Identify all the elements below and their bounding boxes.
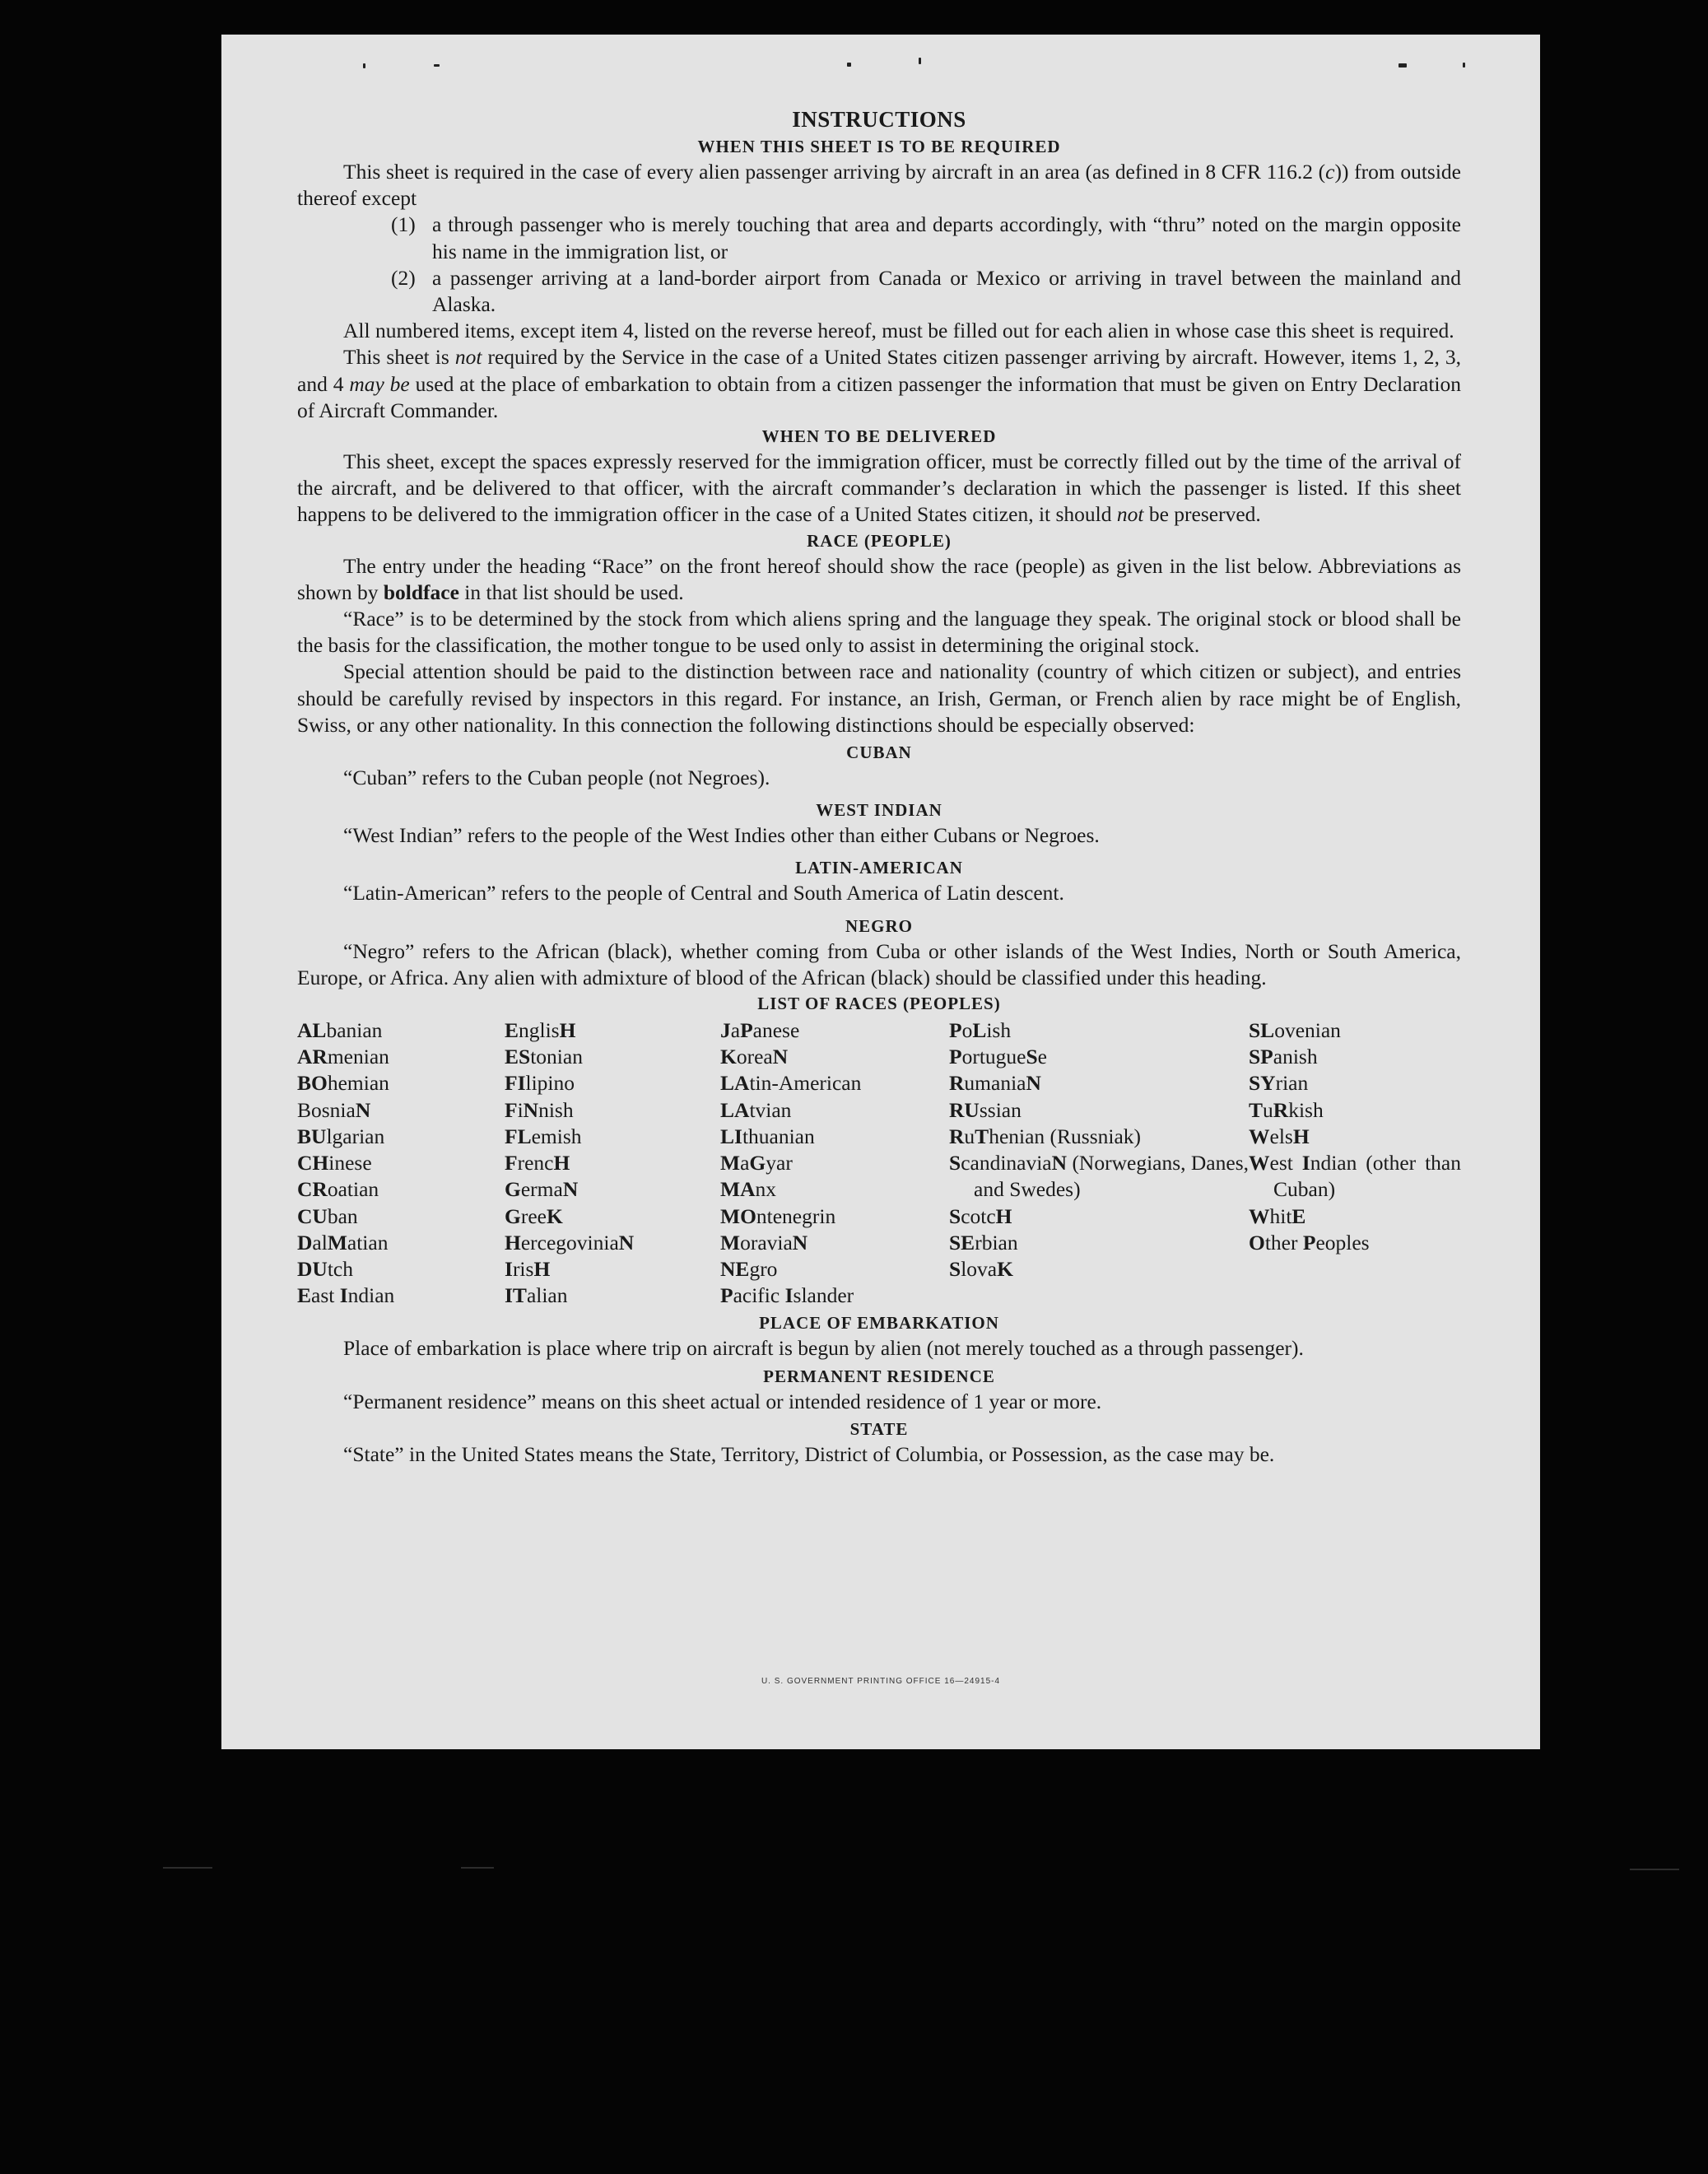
paragraph: All numbered items, except item 4, listed on the reverse hereof, must be filled out for each alien in whose case this sheet is required. — [343, 319, 1454, 343]
section-heading-embarkation: PLACE OF EMBARKATION — [759, 1313, 999, 1334]
section-heading-required: WHEN THIS SHEET IS TO BE REQUIRED — [697, 137, 1061, 156]
subheading-negro: NEGRO — [845, 915, 913, 936]
paragraph: “Negro” refers to the African (black), whether coming from Cuba or other islands of the West Indies, North or South America, Europe, or Africa. Any alien with admixture of blood of the African (black) should be classified under this heading. — [297, 938, 1461, 989]
race-item: LIthuanian — [720, 1124, 815, 1148]
race-item: West Indian (other than Cuban) — [1249, 1151, 1461, 1202]
paragraph: The entry under the heading “Race” on the front hereof should show the race (people) as given in the list below. Abbreviations as shown by boldface in that list should be used. — [297, 553, 1461, 604]
subheading-cuban: CUBAN — [846, 743, 912, 763]
race-column — [297, 1017, 505, 1309]
race-item: SLovenian — [1249, 1018, 1341, 1043]
scan-streak — [461, 1867, 494, 1869]
race-item: JaPanese — [720, 1018, 800, 1043]
race-item: MoraviaN — [720, 1230, 808, 1255]
paragraph: “Permanent residence” means on this sheet actual or intended residence of 1 year or more. — [343, 1389, 1102, 1413]
race-item: SErbian — [949, 1230, 1018, 1255]
race-item: FiNnish — [505, 1097, 574, 1122]
subheading-latin-american: LATIN-AMERICAN — [795, 858, 963, 878]
race-item: EnglisH — [505, 1018, 576, 1043]
race-list — [297, 1017, 1461, 1309]
race-item: WelsH — [1249, 1124, 1310, 1148]
subheading-list-of-races: LIST OF RACES (PEOPLES) — [757, 994, 1001, 1014]
race-item: MOntenegrin — [720, 1203, 836, 1228]
race-item: WhitE — [1249, 1203, 1306, 1228]
paragraph: “West Indian” refers to the people of the West Indies other than either Cubans or Negroes. — [343, 823, 1100, 848]
item-text: a through passenger who is merely touching that area and departs accordingly, with “thru” noted on the margin opposite his name in the immigration list, or — [432, 212, 1461, 263]
race-item: KoreaN — [720, 1045, 789, 1069]
paragraph: “Race” is to be determined by the stock from which aliens spring and the language they speak. The original stock or blood shall be the basis for the classification, the mother tongue to be used only to assist in determining the original stock. — [297, 607, 1461, 658]
race-item: FLemish — [505, 1124, 582, 1148]
scan-speck — [1399, 63, 1407, 68]
race-item: Pacific Islander — [720, 1283, 854, 1308]
item-number: (2) — [391, 265, 416, 290]
document-sheet — [221, 35, 1540, 1749]
race-item: Other Peoples — [1249, 1230, 1370, 1255]
paragraph: This sheet is not required by the Service in the case of a United States citizen passenger arriving by aircraft. However, items 1, 2, 3, and 4 may be used at the place of embarkation to obtain from a citizen passenger the information that must be given on Entry Declaration of Aircraft Commander. — [297, 345, 1462, 422]
race-item: BOhemian — [297, 1071, 389, 1096]
race-item: BosniaN — [297, 1097, 371, 1122]
item-text: a passenger arriving at a land-border airport from Canada or Mexico or arriving in travel between the mainland and Alaska. — [432, 265, 1461, 317]
paragraph: Special attention should be paid to the distinction between race and nationality (country of which citizen or subject), and entries should be carefully revised by inspectors in this regard. For instance, an Irish, German, or French alien by race might be of English, Swiss, or any other nationality. In this connection the following distinctions should be especially observed: — [297, 659, 1461, 737]
race-item: CRoatian — [297, 1177, 379, 1202]
page-title: INSTRUCTIONS — [792, 107, 966, 132]
race-item: RUssian — [949, 1097, 1022, 1122]
subheading-west-indian: WEST INDIAN — [816, 800, 942, 821]
race-item: ARmenian — [297, 1045, 389, 1069]
list-item — [391, 212, 1461, 264]
paragraph: “Latin-American” refers to the people of Central and South America of Latin descent. — [343, 881, 1064, 905]
race-item: NEgro — [720, 1256, 778, 1281]
instructions-body — [297, 105, 1461, 1468]
race-item: MAnx — [720, 1177, 776, 1202]
race-item: BUlgarian — [297, 1124, 385, 1148]
race-item: IrisH — [505, 1256, 551, 1281]
paragraph: Place of embarkation is place where trip on aircraft is begun by alien (not merely touched as a through passenger). — [343, 1336, 1304, 1361]
scan-speck — [847, 63, 851, 67]
list-item — [391, 265, 1461, 318]
race-column — [505, 1017, 720, 1309]
section-heading-delivered: WHEN TO BE DELIVERED — [761, 426, 997, 447]
race-item: ITalian — [505, 1283, 568, 1308]
race-item: DalMatian — [297, 1230, 389, 1255]
race-item: ALbanian — [297, 1018, 383, 1043]
scan-speck — [363, 63, 365, 68]
race-item: SPanish — [1249, 1045, 1318, 1069]
race-item: PortugueSe — [949, 1045, 1047, 1069]
race-item: SYrian — [1249, 1071, 1309, 1096]
printer-imprint: U. S. GOVERNMENT PRINTING OFFICE 16—24915-4 — [761, 1677, 1001, 1686]
race-column — [949, 1017, 1249, 1309]
section-heading-residence: PERMANENT RESIDENCE — [763, 1366, 995, 1386]
race-item: GreeK — [505, 1203, 563, 1228]
race-item: ScotcH — [949, 1203, 1012, 1228]
race-item: HercegoviniaN — [505, 1230, 635, 1255]
race-item: PoLish — [949, 1018, 1012, 1043]
scan-streak — [1630, 1869, 1679, 1870]
race-item: FIlipino — [505, 1071, 575, 1096]
scan-speck — [1463, 63, 1465, 68]
race-item: RumaniaN — [949, 1071, 1041, 1096]
paragraph: This sheet, except the spaces expressly reserved for the immigration officer, must be correctly filled out by the time of the arrival of the aircraft, and be delivered to that officer, with the aircraft commander’s declaration in which the passenger is listed. If this sheet happens to be delivered to the immigration officer in the case of a United States citizen, it should not be preserved. — [297, 449, 1461, 527]
race-item: FrencH — [505, 1151, 570, 1175]
paragraph: This sheet is required in the case of every alien passenger arriving by aircraft in an area (as defined in 8 CFR 116.2 (c)) from outside thereof except — [297, 160, 1461, 211]
race-item: LAtvian — [720, 1097, 792, 1122]
section-heading-race: RACE (PEOPLE) — [807, 530, 952, 551]
race-item: ScandinaviaN (Norwegians, Danes, and Swedes) — [949, 1151, 1249, 1202]
paragraph: “Cuban” refers to the Cuban people (not Negroes). — [343, 766, 770, 790]
race-item: EStonian — [505, 1045, 583, 1069]
scan-speck — [434, 64, 440, 67]
race-item: LAtin-American — [720, 1071, 862, 1096]
scan-streak — [163, 1867, 212, 1869]
scan-speck — [919, 58, 921, 64]
race-item: DUtch — [297, 1256, 353, 1281]
race-item: RuThenian (Russniak) — [949, 1124, 1142, 1148]
race-item: MaGyar — [720, 1151, 793, 1175]
race-column — [720, 1017, 949, 1309]
race-item: SlovaK — [949, 1256, 1013, 1281]
race-item: TuRkish — [1249, 1097, 1324, 1122]
section-heading-state: STATE — [849, 1418, 909, 1439]
item-number: (1) — [391, 212, 416, 237]
race-column — [1249, 1017, 1461, 1309]
race-item: CUban — [297, 1203, 358, 1228]
race-item: East Indian — [297, 1283, 395, 1308]
paragraph: “State” in the United States means the State, Territory, District of Columbia, or Possession, as the case may be. — [343, 1441, 1275, 1466]
race-item: CHinese — [297, 1151, 372, 1175]
race-item: GermaN — [505, 1177, 579, 1202]
